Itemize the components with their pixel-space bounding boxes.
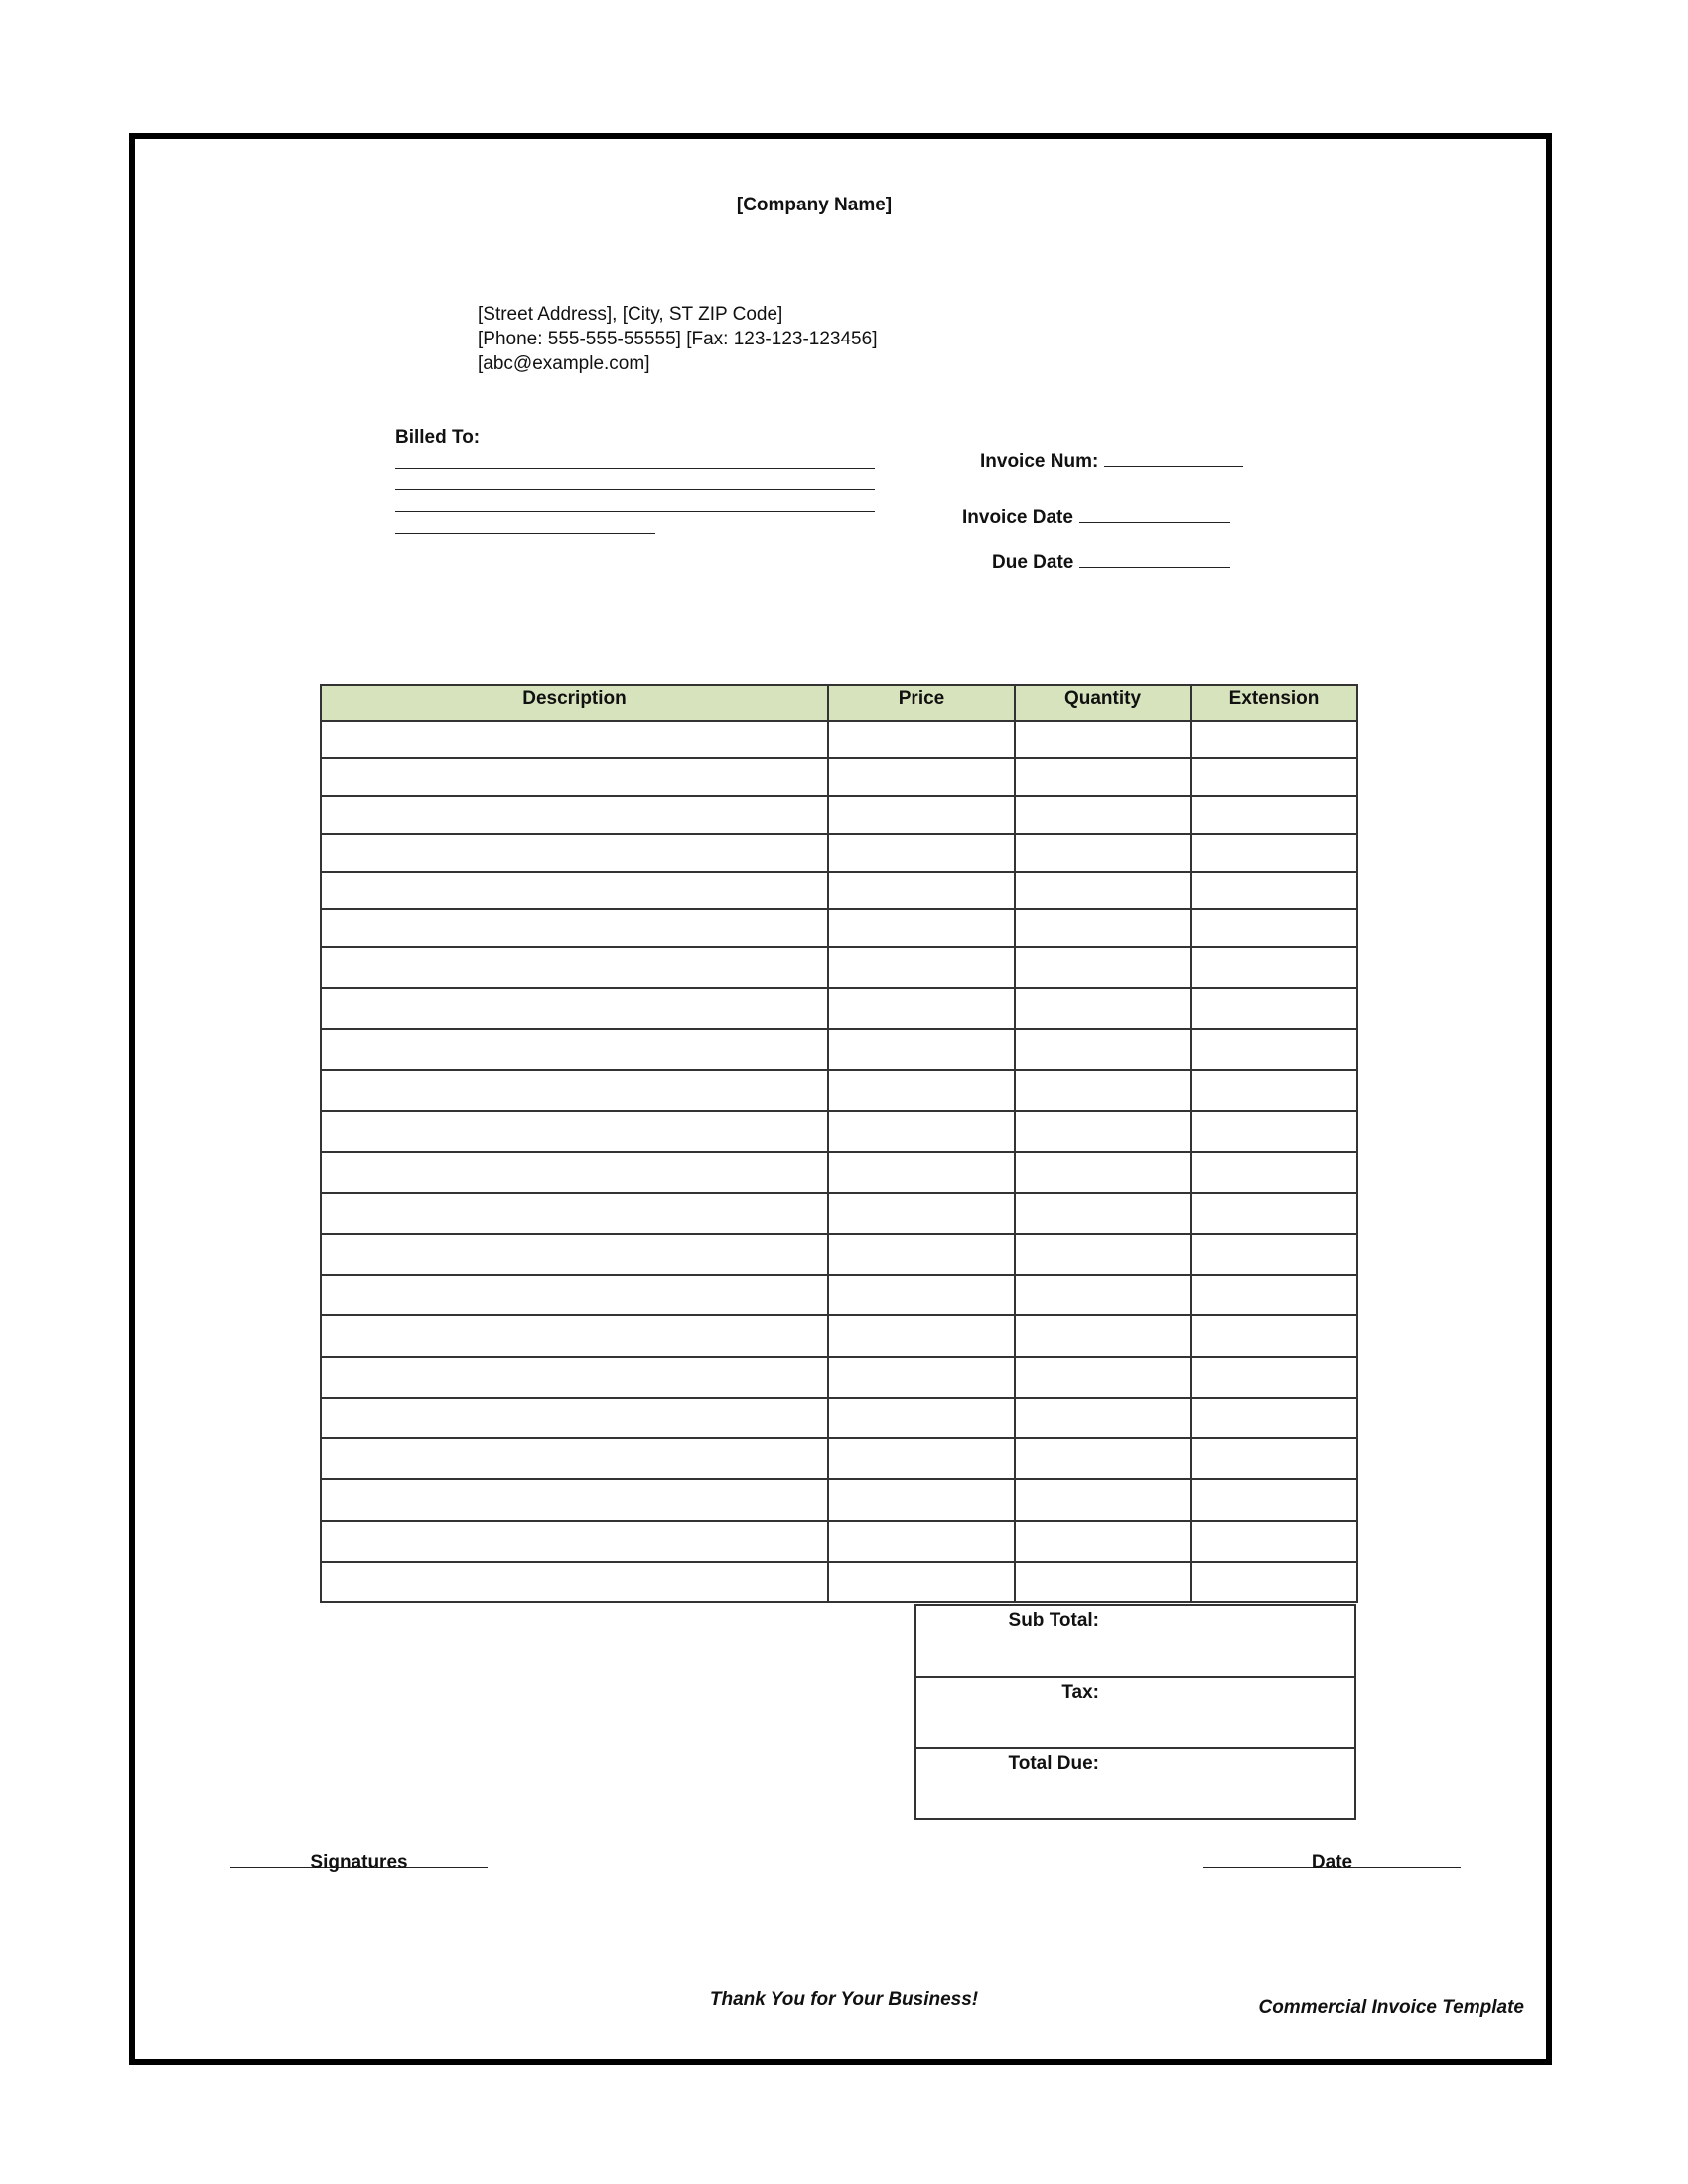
cell-price[interactable] [828,1193,1015,1234]
cell-quantity[interactable] [1015,1398,1191,1438]
cell-extension[interactable] [1191,1152,1357,1192]
cell-quantity[interactable] [1015,1275,1191,1315]
cell-price[interactable] [828,909,1015,947]
table-row [321,1029,1357,1070]
billed-to-line-1[interactable] [395,468,875,469]
total-due-label: Total Due: [1008,1753,1099,1774]
due-date-label: Due Date [992,552,1074,573]
cell-quantity[interactable] [1015,1315,1191,1356]
table-row [321,988,1357,1028]
table-row [321,1193,1357,1234]
tax-cell[interactable] [915,1677,1355,1748]
cell-quantity[interactable] [1015,909,1191,947]
cell-extension[interactable] [1191,758,1357,796]
cell-extension[interactable] [1191,1070,1357,1111]
cell-extension[interactable] [1191,1029,1357,1070]
invoice-num-input[interactable] [1104,465,1243,467]
cell-extension[interactable] [1191,1234,1357,1275]
cell-quantity[interactable] [1015,988,1191,1028]
cell-price[interactable] [828,1438,1015,1479]
invoice-num-field [980,451,1243,473]
cell-price[interactable] [828,834,1015,872]
cell-quantity[interactable] [1015,947,1191,988]
invoice-date-field [962,507,1230,529]
cell-price[interactable] [828,721,1015,758]
cell-quantity[interactable] [1015,1438,1191,1479]
invoice-num-label: Invoice Num: [980,451,1099,472]
column-header-extension: Extension [1191,685,1357,721]
cell-price[interactable] [828,1357,1015,1398]
table-row [321,947,1357,988]
billed-to-line-4[interactable] [395,533,655,534]
subtotal-label: Sub Total: [1008,1610,1099,1631]
cell-description[interactable] [321,1521,828,1562]
cell-description[interactable] [321,1275,828,1315]
billed-to-line-3[interactable] [395,511,875,512]
thank-you-note: Thank You for Your Business! [709,1989,979,2010]
table-row [321,1275,1357,1315]
company-street-address: [Street Address], [City, ST ZIP Code] [478,304,783,325]
cell-quantity[interactable] [1015,1562,1191,1602]
cell-price[interactable] [828,872,1015,909]
cell-quantity[interactable] [1015,1193,1191,1234]
due-date-field [992,552,1230,574]
tax-label: Tax: [1061,1682,1099,1703]
cell-description[interactable] [321,1234,828,1275]
company-address-block [478,302,877,376]
company-email: [abc@example.com] [478,353,650,374]
date-label: Date [1311,1852,1353,1873]
table-row [321,721,1357,758]
column-header-description: Description [321,685,828,721]
cell-quantity[interactable] [1015,1357,1191,1398]
cell-extension[interactable] [1191,1357,1357,1398]
cell-extension[interactable] [1191,1398,1357,1438]
cell-extension[interactable] [1191,1111,1357,1152]
table-header-row [321,685,1357,721]
cell-quantity[interactable] [1015,796,1191,834]
table-row [321,1152,1357,1192]
totals-box [914,1604,1356,1820]
table-row [321,758,1357,796]
table-row [321,909,1357,947]
cell-description[interactable] [321,1029,828,1070]
cell-description[interactable] [321,1111,828,1152]
billed-to-line-2[interactable] [395,489,875,490]
cell-price[interactable] [828,1315,1015,1356]
cell-description[interactable] [321,1193,828,1234]
cell-extension[interactable] [1191,834,1357,872]
cell-extension[interactable] [1191,872,1357,909]
cell-extension[interactable] [1191,796,1357,834]
cell-price[interactable] [828,1152,1015,1192]
cell-extension[interactable] [1191,1193,1357,1234]
cell-extension[interactable] [1191,1315,1357,1356]
cell-extension[interactable] [1191,1562,1357,1602]
tax-row [915,1677,1355,1748]
invoice-date-input[interactable] [1079,521,1230,523]
total-due-row [915,1748,1355,1819]
table-row [321,872,1357,909]
cell-price[interactable] [828,758,1015,796]
cell-quantity[interactable] [1015,834,1191,872]
cell-description[interactable] [321,1152,828,1192]
subtotal-row [915,1605,1355,1677]
cell-price[interactable] [828,1521,1015,1562]
cell-quantity[interactable] [1015,1070,1191,1111]
table-row [321,1111,1357,1152]
cell-price[interactable] [828,947,1015,988]
cell-quantity[interactable] [1015,721,1191,758]
table-row [321,1357,1357,1398]
line-items-table [320,684,1358,1603]
company-phone-fax: [Phone: 555-555-55555] [Fax: 123-123-123456] [478,329,878,349]
cell-price[interactable] [828,1275,1015,1315]
column-header-quantity: Quantity [1015,685,1191,721]
cell-description[interactable] [321,758,828,796]
cell-extension[interactable] [1191,909,1357,947]
table-row [321,1438,1357,1479]
subtotal-cell[interactable] [915,1605,1355,1677]
cell-price[interactable] [828,1029,1015,1070]
cell-price[interactable] [828,1479,1015,1520]
cell-extension[interactable] [1191,721,1357,758]
cell-description[interactable] [321,872,828,909]
cell-extension[interactable] [1191,1275,1357,1315]
cell-price[interactable] [828,1234,1015,1275]
column-header-price: Price [828,685,1015,721]
billed-to-label: Billed To: [395,427,481,448]
table-row [321,1479,1357,1520]
cell-quantity[interactable] [1015,1521,1191,1562]
table-row [321,1521,1357,1562]
table-row [321,834,1357,872]
invoice-date-label: Invoice Date [962,507,1073,528]
cell-description[interactable] [321,1479,828,1520]
cell-price[interactable] [828,1111,1015,1152]
cell-description[interactable] [321,947,828,988]
signatures-label: Signatures [310,1852,408,1873]
cell-extension[interactable] [1191,947,1357,988]
cell-description[interactable] [321,988,828,1028]
cell-quantity[interactable] [1015,1234,1191,1275]
cell-description[interactable] [321,1357,828,1398]
cell-description[interactable] [321,834,828,872]
cell-price[interactable] [828,1070,1015,1111]
table-row [321,1562,1357,1602]
company-name: [Company Name] [736,195,893,215]
cell-extension[interactable] [1191,1438,1357,1479]
cell-description[interactable] [321,1315,828,1356]
cell-quantity[interactable] [1015,872,1191,909]
cell-price[interactable] [828,1562,1015,1602]
cell-description[interactable] [321,1398,828,1438]
cell-description[interactable] [321,1562,828,1602]
cell-price[interactable] [828,1398,1015,1438]
table-row [321,796,1357,834]
template-name: Commercial Invoice Template [1258,1997,1524,2018]
cell-quantity[interactable] [1015,1479,1191,1520]
table-row [321,1234,1357,1275]
cell-description[interactable] [321,1438,828,1479]
cell-quantity[interactable] [1015,1111,1191,1152]
cell-quantity[interactable] [1015,1152,1191,1192]
table-row [321,1398,1357,1438]
table-row [321,1070,1357,1111]
table-row [321,1315,1357,1356]
cell-description[interactable] [321,796,828,834]
cell-quantity[interactable] [1015,758,1191,796]
cell-extension[interactable] [1191,1521,1357,1562]
total-due-cell[interactable] [915,1748,1355,1819]
cell-description[interactable] [321,909,828,947]
cell-description[interactable] [321,721,828,758]
cell-extension[interactable] [1191,988,1357,1028]
cell-price[interactable] [828,796,1015,834]
cell-extension[interactable] [1191,1479,1357,1520]
due-date-input[interactable] [1079,566,1230,568]
cell-price[interactable] [828,988,1015,1028]
cell-description[interactable] [321,1070,828,1111]
cell-quantity[interactable] [1015,1029,1191,1070]
